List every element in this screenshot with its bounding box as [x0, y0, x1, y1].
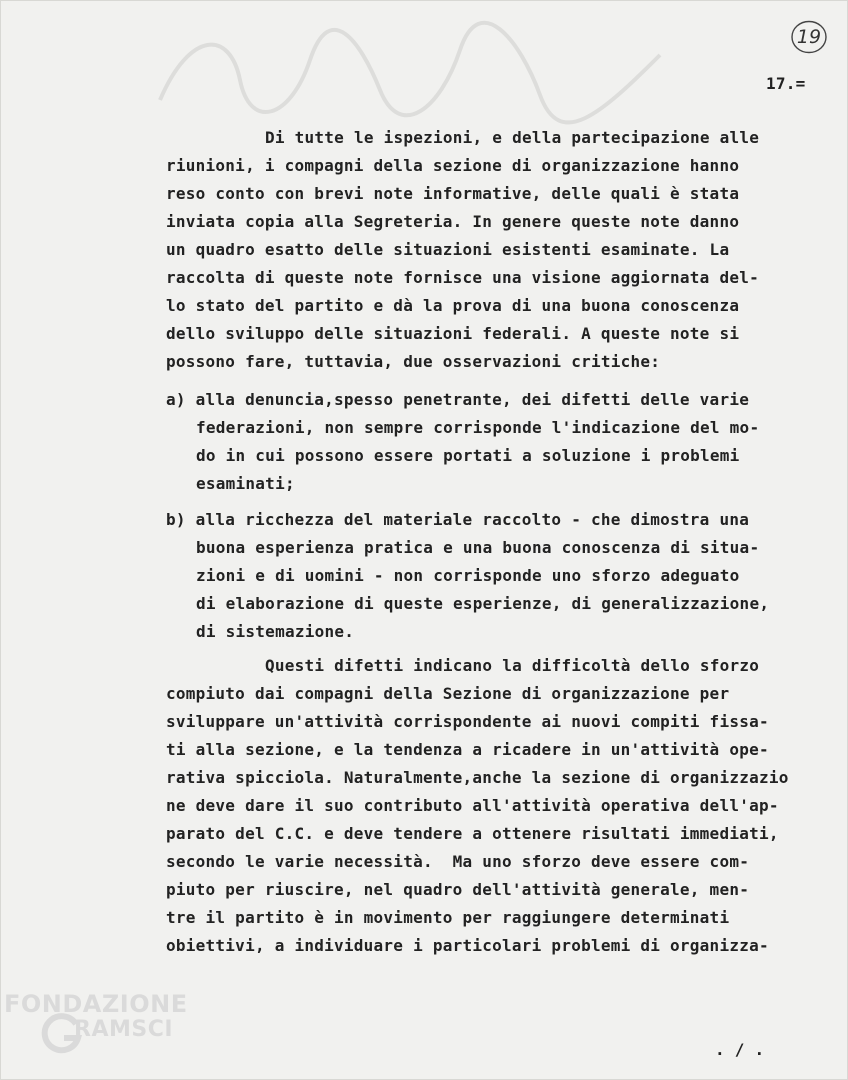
text-line: inviata copia alla Segreteria. In genere queste note danno — [166, 212, 740, 231]
text-line: secondo le varie necessità. Ma uno sforzo deve essere com- — [166, 852, 750, 871]
text-line: di elaborazione di queste esperienze, di generalizzazione, — [196, 594, 770, 613]
watermark-line-1: FONDAZIONE — [4, 990, 188, 1018]
page-number: 17.= — [766, 74, 806, 93]
text-line: Di tutte le ispezioni, e della partecipazione alle — [265, 128, 760, 147]
text-line: riunioni, i compagni della sezione di organizzazione hanno — [166, 156, 740, 175]
text-line: tre il partito è in movimento per raggiungere determinati — [166, 908, 730, 927]
text-line: compiuto dai compagni della Sezione di organizzazione per — [166, 684, 730, 703]
text-line: esaminati; — [196, 474, 295, 493]
text-line: reso conto con brevi note informative, delle quali è stata — [166, 184, 740, 203]
text-line: obiettivi, a individuare i particolari problemi di organizza- — [166, 936, 769, 955]
folio-number: 19 — [796, 26, 822, 48]
text-line: federazioni, non sempre corrisponde l'indicazione del mo- — [196, 418, 760, 437]
text-line: ne deve dare il suo contributo all'attività operativa dell'ap- — [166, 796, 779, 815]
background-watermark-script — [150, 20, 670, 130]
text-line: buona esperienza pratica e una buona conoscenza di situa- — [196, 538, 760, 557]
text-line: parato del C.C. e deve tendere a ottenere risultati immediati, — [166, 824, 779, 843]
text-line: possono fare, tuttavia, due osservazioni critiche: — [166, 352, 661, 371]
watermark-line-2: RAMSCI — [74, 1017, 174, 1042]
text-line: b) alla ricchezza del materiale raccolto - che dimostra una — [166, 510, 750, 529]
continuation-mark: . / . — [715, 1040, 765, 1059]
text-line: a) alla denuncia,spesso penetrante, dei difetti delle varie — [166, 390, 750, 409]
text-line: raccolta di queste note fornisce una visione aggiornata del- — [166, 268, 759, 287]
text-line: zioni e di uomini - non corrisponde uno sforzo adeguato — [196, 566, 740, 585]
text-line: rativa spicciola. Naturalmente,anche la sezione di organizzazio — [166, 768, 789, 787]
text-line: piuto per riuscire, nel quadro dell'attività generale, men- — [166, 880, 750, 899]
archive-watermark — [4, 990, 214, 1070]
folio-stamp — [790, 18, 828, 56]
text-line: ti alla sezione, e la tendenza a ricadere in un'attività ope- — [166, 740, 769, 759]
text-line: di sistemazione. — [196, 622, 355, 641]
text-line: sviluppare un'attività corrispondente ai nuovi compiti fissa- — [166, 712, 769, 731]
text-line: lo stato del partito e dà la prova di una buona conoscenza — [166, 296, 740, 315]
text-line: do in cui possono essere portati a soluzione i problemi — [196, 446, 740, 465]
text-line: Questi difetti indicano la difficoltà dello sforzo — [265, 656, 760, 675]
text-line: dello sviluppo delle situazioni federali. A queste note si — [166, 324, 740, 343]
text-line: un quadro esatto delle situazioni esistenti esaminate. La — [166, 240, 730, 259]
